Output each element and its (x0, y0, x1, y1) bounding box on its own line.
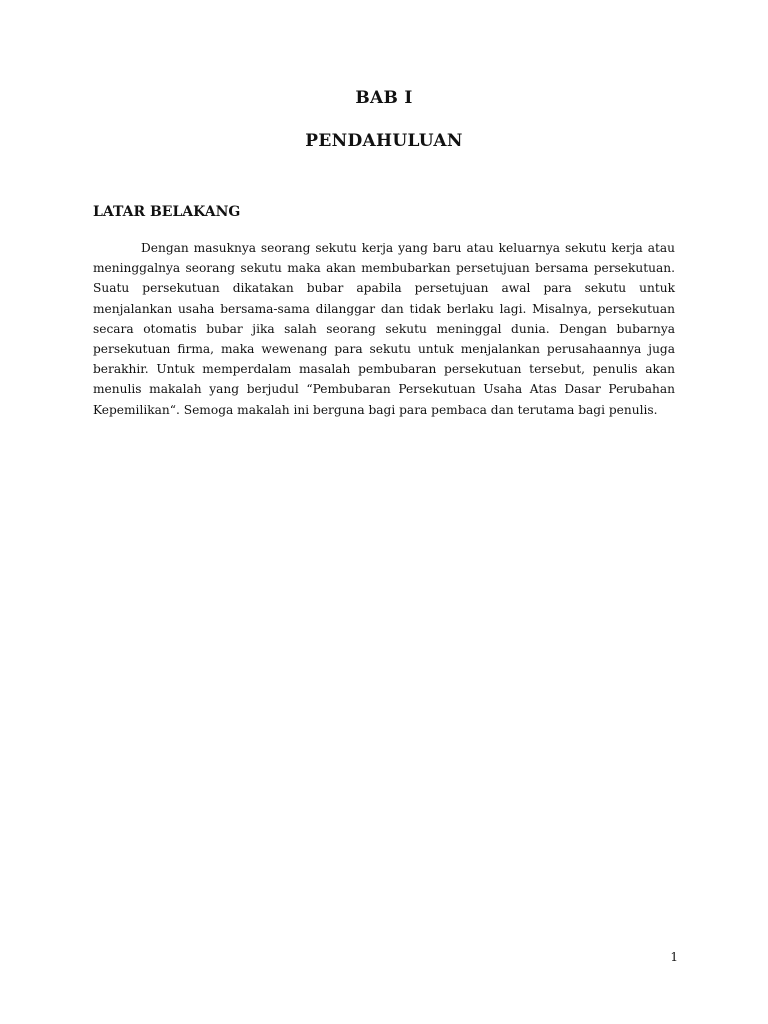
body-paragraph: Dengan masuknya seorang sekutu kerja yang baru atau keluarnya sekutu kerja atau meninggalnya seorang sekutu maka akan membubarkan persetujuan bersama persekutuan. Suatu persekutuan dikatakan bubar apabila persetujuan awal para sekutu untuk menjalankan usaha bersama-sama dilanggar dan tidak berlaku lagi. Misalnya, persekutuan secara otomatis bubar jika salah seorang sekutu meninggal dunia. Dengan bubarnya persekutuan firma, maka wewenang para sekutu untuk menjalankan perusahaannya juga berakhir. Untuk memperdalam masalah pembubaran persekutuan tersebut, penulis akan menulis makalah yang berjudul “Pembubaran Persekutuan Usaha Atas Dasar Perubahan Kepemilikan“. Semoga makalah ini berguna bagi para pembaca dan terutama bagi penulis. (93, 241, 675, 417)
chapter-number: BAB I (355, 88, 413, 108)
chapter-title: PENDAHULUAN (305, 131, 463, 151)
page-number: 1 (670, 950, 678, 964)
section-heading: LATAR BELAKANG (93, 204, 241, 220)
